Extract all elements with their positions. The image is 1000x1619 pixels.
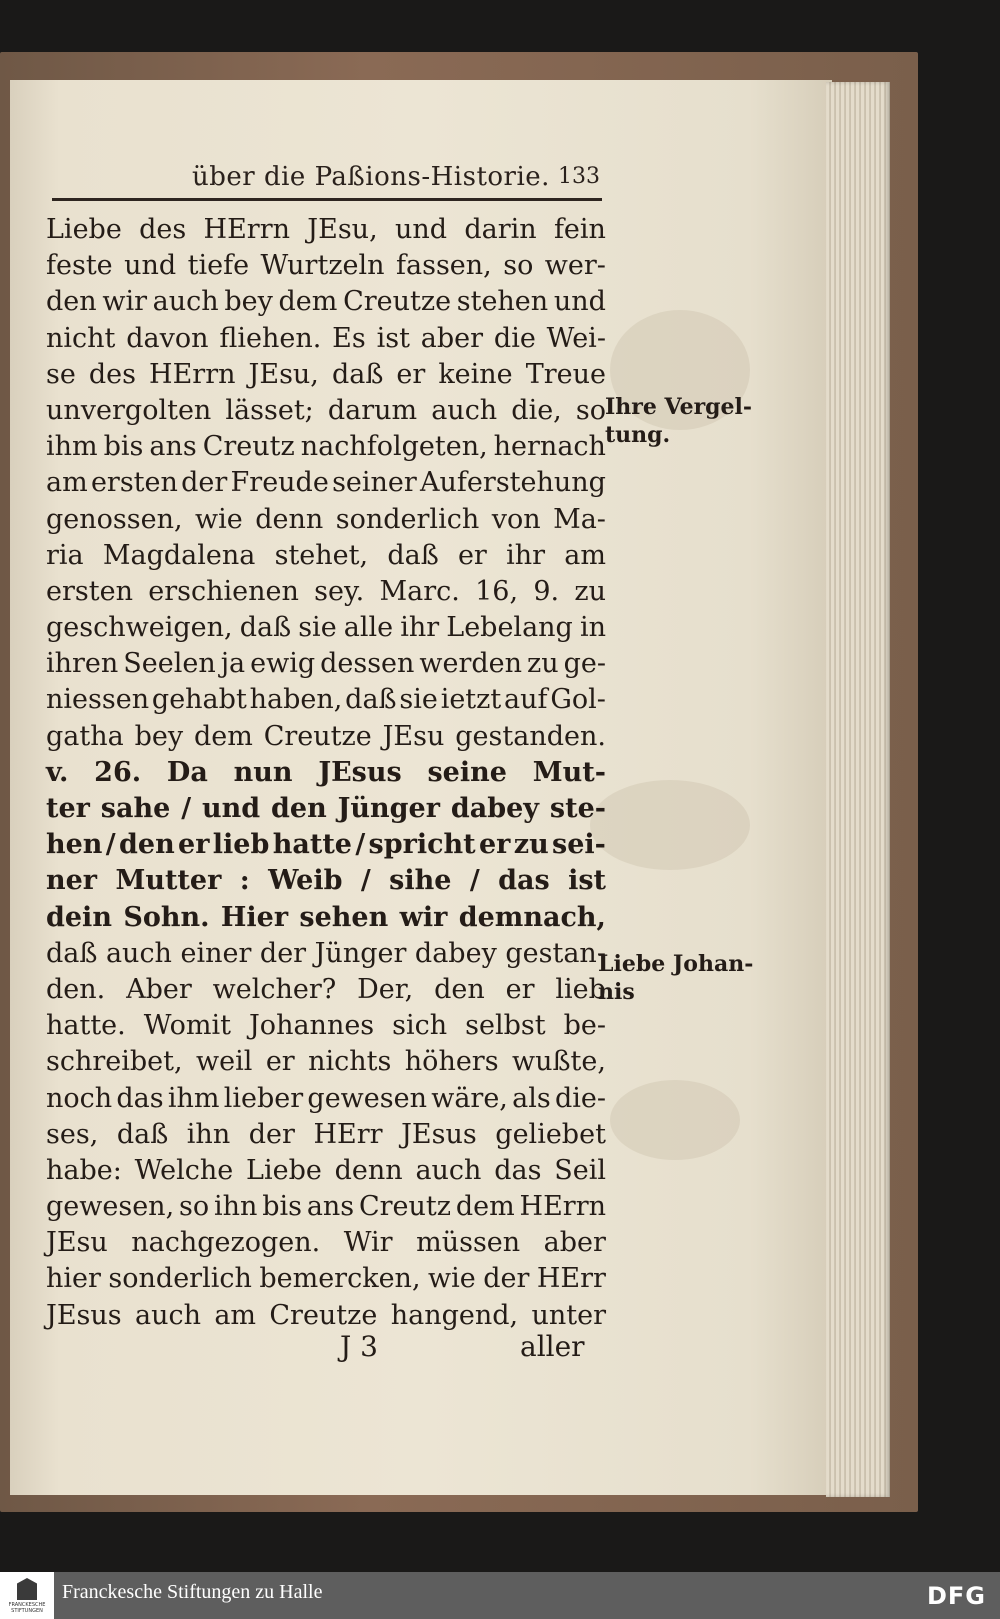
text-line: ter sahe / und den Jünger dabey ste- xyxy=(46,793,606,824)
text-line: feste und tiefe Wurtzeln fassen, so wer- xyxy=(46,250,606,282)
marginal-note-line: tung. xyxy=(605,422,671,448)
text-line: hatte. Womit Johannes sich selbst be- xyxy=(46,1010,606,1042)
text-line: ersten erschienen sey. Marc. 16, 9. zu xyxy=(46,575,606,607)
text-line: ihm bis ans Creutz nachfolgeten, hernach xyxy=(46,431,606,463)
text-line: ses, daß ihn der HErr JEsus geliebet xyxy=(46,1118,606,1150)
text-line: ria Magdalena stehet, daß er ihr am xyxy=(46,539,606,571)
text-line: nicht davon fliehen. Es ist aber die Wei- xyxy=(46,322,606,354)
text-line: hen / den er lieb hatte / spricht er zu sei- xyxy=(46,829,606,861)
text-line: geschweigen, daß sie alle ihr Lebelang in xyxy=(46,612,606,644)
page-edges xyxy=(826,82,890,1497)
marginal-note-vergeltung xyxy=(605,393,752,449)
marginal-note-line: Ihre Vergel- xyxy=(605,394,753,420)
text-line: ihren Seelen ja ewig dessen werden zu ge- xyxy=(46,648,606,680)
bleed-through-stain xyxy=(610,1080,740,1160)
logo-text: FRANCKESCHE STIFTUNGEN xyxy=(8,1602,46,1614)
text-line: unvergolten lässet; darum auch die, so xyxy=(46,394,606,426)
text-line: den. Aber welcher? Der, den er lieb xyxy=(46,973,606,1005)
text-line: Liebe des HErrn JEsu, und darin fein xyxy=(46,214,606,245)
marginal-note-line: Liebe Johan- xyxy=(598,951,754,977)
marginal-note-johannis xyxy=(598,950,753,1006)
dfg-logo[interactable]: DFG xyxy=(926,1582,986,1610)
text-line: schreibet, weil er nichts höhers wußte, xyxy=(46,1046,606,1078)
text-line: noch das ihm lieber gewesen wäre, als die- xyxy=(46,1082,606,1114)
text-line: se des HErrn JEsu, daß er keine Treue xyxy=(46,358,606,390)
franckesche-logo[interactable] xyxy=(0,1572,54,1619)
text-line: den wir auch bey dem Creutze stehen und xyxy=(46,286,606,318)
bottom-bar xyxy=(0,1572,1000,1619)
running-head: über die Paßions-Historie. xyxy=(192,162,550,192)
catchword: aller xyxy=(520,1330,585,1363)
text-line: dein Sohn. Hier sehen wir demnach, xyxy=(46,901,606,933)
text-line: JEsus auch am Creutze hangend, unter xyxy=(46,1299,606,1331)
text-line: v. 26. Da nun JEsus seine Mut- xyxy=(46,756,606,788)
bleed-through-stain xyxy=(590,780,750,870)
text-line: niessen gehabt haben, daß sie ietzt auf Gol- xyxy=(46,684,606,716)
text-line: am ersten der Freude seiner Auferstehung xyxy=(46,467,606,499)
page-number: 133 xyxy=(558,164,600,189)
signature-mark: J 3 xyxy=(340,1330,378,1363)
text-line: gatha bey dem Creutze JEsu gestanden. xyxy=(46,720,606,752)
text-line: habe: Welche Liebe denn auch das Seil xyxy=(46,1154,606,1186)
marginal-note-line: nis xyxy=(598,979,635,1005)
text-line: daß auch einer der Jünger dabey gestan- xyxy=(46,937,606,969)
body-text xyxy=(46,212,606,1334)
header-rule xyxy=(52,198,602,201)
text-line: genossen, wie denn sonderlich von Ma- xyxy=(46,503,606,535)
text-line: hier sonderlich bemercken, wie der HErr xyxy=(46,1263,606,1295)
text-line: ner Mutter : Weib / sihe / das ist xyxy=(46,865,606,897)
building-icon xyxy=(17,1578,37,1600)
page-header xyxy=(52,162,600,202)
text-line: JEsu nachgezogen. Wir müssen aber xyxy=(46,1227,606,1259)
text-line: gewesen, so ihn bis ans Creutz dem HErrn xyxy=(46,1191,606,1223)
institution-name: Franckesche Stiftungen zu Halle xyxy=(62,1581,323,1603)
